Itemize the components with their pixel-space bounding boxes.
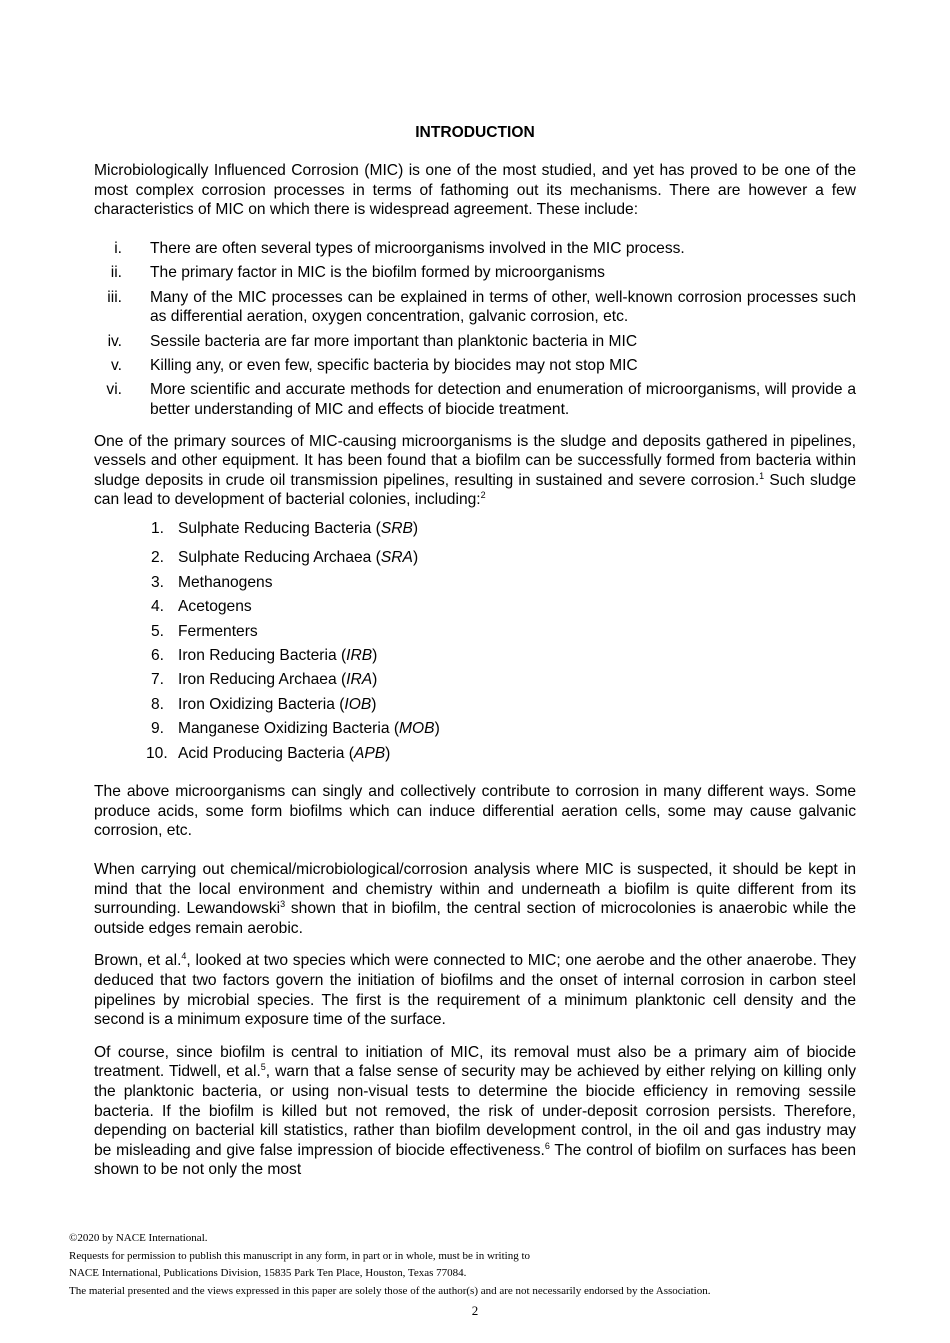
footer-permission: Requests for permission to publish this manuscript in any form, in part or in whole, must be in writing to [69, 1249, 531, 1262]
list-item: 7. Iron Reducing Archaea (IRA) [151, 671, 378, 689]
footer-disclaimer: The material presented and the views expressed in this paper are solely those of the author(s) and are not necessarily endorsed by the Association. [69, 1284, 711, 1297]
list-item: v. Killing any, or even few, specific bacteria by biocides may not stop MIC [111, 356, 638, 374]
list-item: iii. Many of the MIC processes can be explained in terms of other, well-known corrosion processes such as differential aeration, oxygen concentration, galvanic corrosion, etc. [107, 288, 856, 326]
bacteria-list [94, 519, 856, 763]
section-heading: INTRODUCTION [415, 124, 535, 141]
list-item: 3. Methanogens [151, 573, 273, 591]
list-item: 4. Acetogens [151, 598, 252, 616]
main-content [94, 123, 856, 1180]
footer-address: NACE International, Publications Division, 15835 Park Ten Place, Houston, Texas 77084. [69, 1267, 467, 1279]
list-item: 2. Sulphate Reducing Archaea (SRA) [151, 549, 419, 567]
brown-paragraph: Brown, et al.$^4$, looked at two species which were connected to MIC; one aerobe and the other anaerobe. They deduced that two factors govern the initiation of biofilms and the onset of internal corrosion in carbon steel pipelines by microbial species. The first is the requirement of a minimum planktonic cell density and the second is a minimum exposure time of the surface. [94, 951, 856, 1029]
citation-5: 5 [260, 1062, 266, 1073]
citation-3: 3 [280, 899, 286, 910]
footer-copyright: ©2020 by NACE International. [69, 1232, 208, 1244]
contribution-paragraph: The above microorganisms can singly and collectively contribute to corrosion in many different ways. Some produce acids, some form biofilms which can induce differential aeration cells, some may cause galvanic corrosion, etc. [94, 783, 856, 840]
list-item: ii. The primary factor in MIC is the biofilm formed by microorganisms [110, 264, 605, 282]
list-item: 8. Iron Oxidizing Bacteria (IOB) [151, 695, 377, 713]
sludge-paragraph: One of the primary sources of MIC-causing microorganisms is the sludge and deposits gathered in pipelines, vessels and other equipment. It has been found that a biofilm can be successfully formed from bacteria within sludge deposits in crude oil transmission pipelines, resulting in sustained and severe corrosion.$^1$ Such sludge can lead to development of bacterial colonies, including:$^2$ [94, 432, 856, 509]
list-item: 1. Sulphate Reducing Bacteria (SRB) [151, 519, 419, 537]
citation-2: 2 [480, 490, 486, 501]
list-item: 5. Fermenters [151, 622, 258, 640]
characteristics-list [94, 239, 856, 420]
intro-paragraph: Microbiologically Influenced Corrosion (MIC) is one of the most studied, and yet has proved to be one of the most complex corrosion processes in terms of fathoming out its mechanisms. There are however a few characteristics of MIC on which there is widespread agreement. These include: [94, 162, 856, 219]
citation-6: 6 [544, 1140, 550, 1151]
list-item: 9. Manganese Oxidizing Bacteria (MOB) [151, 720, 440, 738]
analysis-paragraph: When carrying out chemical/microbiological/corrosion analysis where MIC is suspected, it should be kept in mind that the local environment and chemistry within and underneath a biofilm is quite different from its surrounding. Lewandowski$^3$ shown that in biofilm, the central section of microcolonies is anaerobic while the outside edges remain aerobic. [94, 860, 857, 937]
list-item: 6. Iron Reducing Bacteria (IRB) [151, 647, 378, 665]
list-item: iv. Sessile bacteria are far more important than planktonic bacteria in MIC [107, 332, 638, 350]
citation-4: 4 [181, 951, 187, 962]
list-item: i. There are often several types of microorganisms involved in the MIC process. [114, 239, 685, 257]
copyright-footer [69, 1230, 889, 1300]
list-item: 10. Acid Producing Bacteria (APB) [146, 744, 391, 762]
biocide-paragraph: Of course, since biofilm is central to initiation of MIC, its removal must also be a primary aim of biocide treatment. Tidwell, et al.$^5$, warn that a false sense of security may be achieved by either relying on killing only the planktonic bacteria, or using non-visual tests to determine the biocide efficiency in removing sessile bacteria. If the biofilm is killed but not removed, the risk of under-deposit corrosion persists. Therefore, depending on bacterial kill statistics, rather than biofilm development control, in the oil and gas industry may be misleading and give false impression of biocide effectiveness.$^6$ The control of biofilm on surfaces has been shown to be not only the most [94, 1043, 856, 1179]
citation-1: 1 [759, 470, 765, 481]
page-number: 2 [471, 1303, 479, 1318]
list-item: vi. More scientific and accurate methods for detection and enumeration of microorganisms, will provide a better understanding of MIC and effects of biocide treatment. [106, 381, 856, 418]
